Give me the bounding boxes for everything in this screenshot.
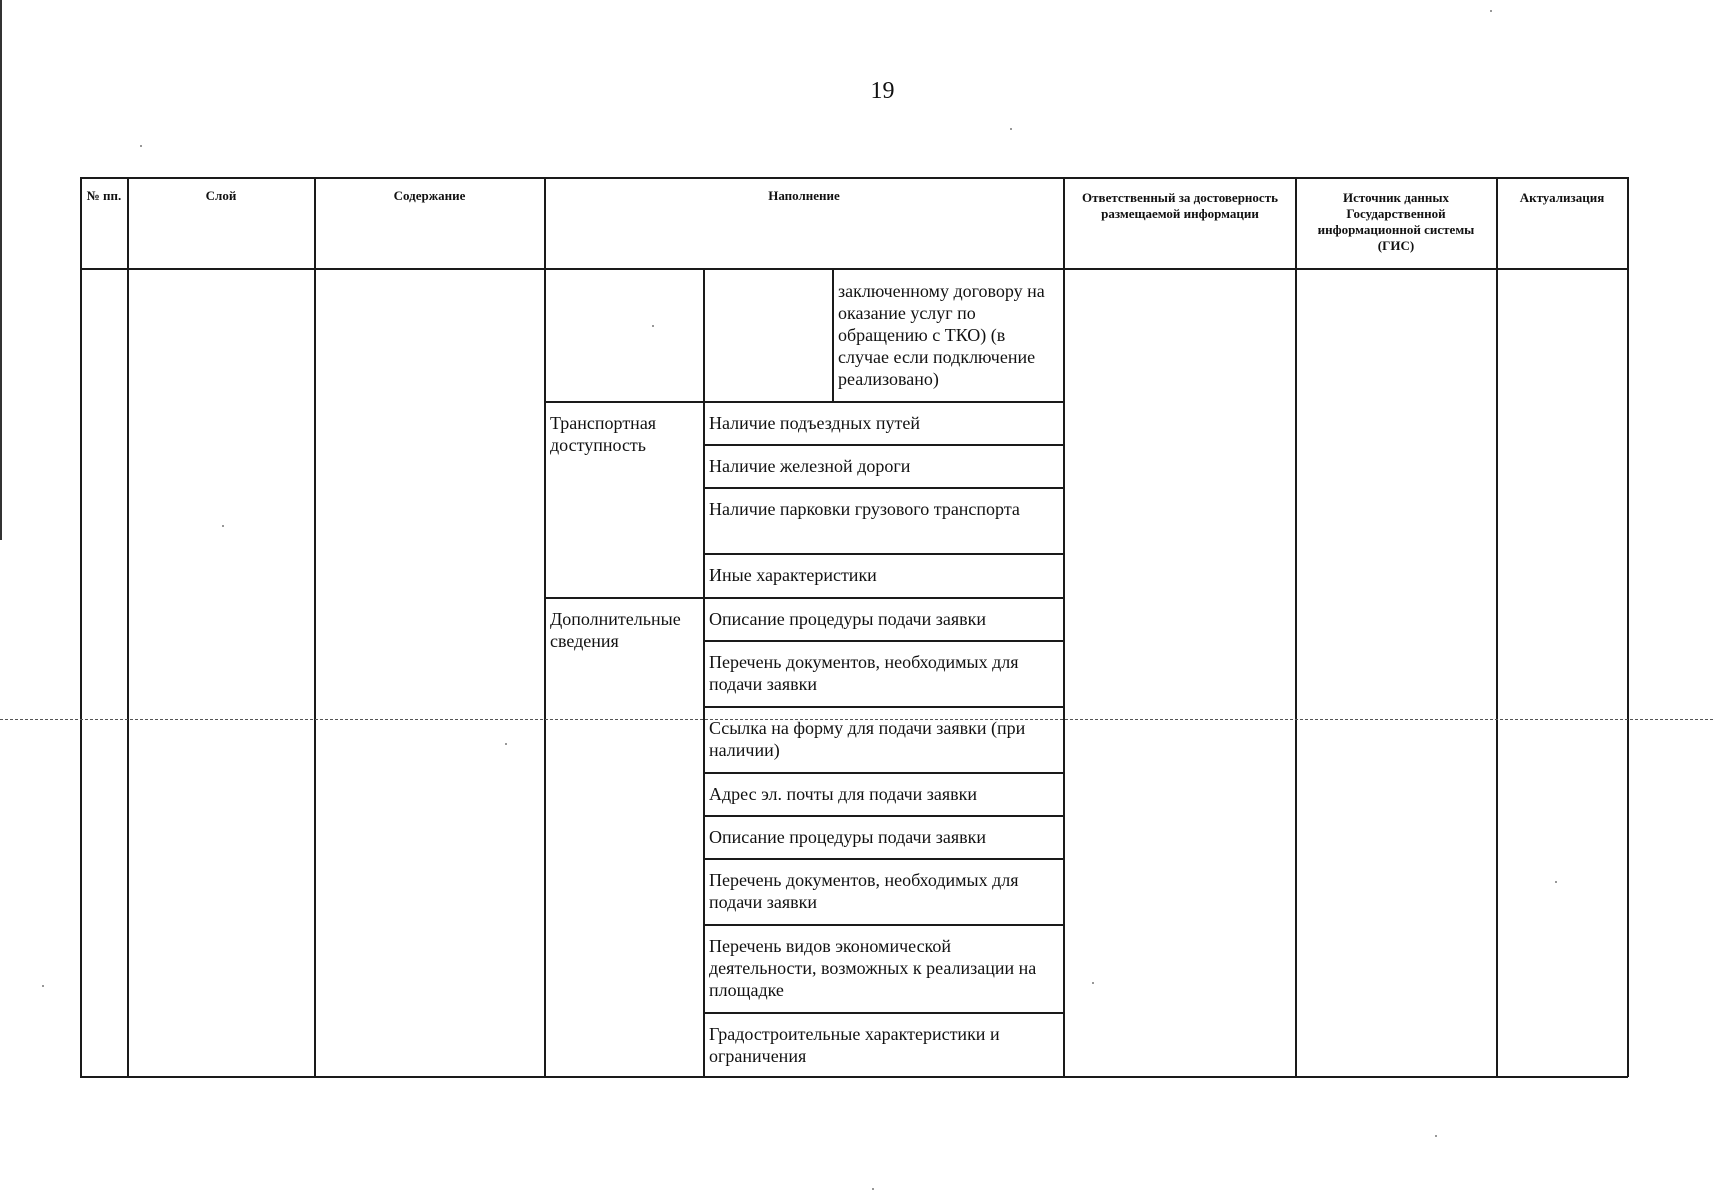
header-content: Содержание	[393, 188, 466, 203]
category-additional: Дополнительные сведения	[550, 609, 681, 651]
header-update: Актуализация	[1519, 190, 1605, 205]
row-divider	[703, 1012, 1064, 1014]
col-border-3	[544, 177, 546, 1077]
table-top-border	[80, 177, 1628, 179]
list-item: Иные характеристики	[709, 565, 877, 585]
header-num: № пп.	[86, 188, 122, 203]
scan-speck	[1435, 1135, 1437, 1137]
row-divider	[703, 487, 1064, 489]
row-divider	[544, 597, 1064, 599]
header-responsible: Ответственный за достоверность размещаемой информации	[1082, 190, 1278, 221]
col-border-0	[80, 177, 82, 1077]
list-item: Перечень видов экономической деятельности, возможных к реализации на площадке	[709, 936, 1037, 1000]
col-border-4	[1063, 177, 1065, 1077]
col-border-5	[1295, 177, 1297, 1077]
scan-speck	[652, 325, 654, 327]
scan-speck	[140, 145, 142, 147]
row-divider	[703, 444, 1064, 446]
header-bottom-border	[80, 268, 1628, 270]
list-item: Описание процедуры подачи заявки	[709, 827, 986, 847]
scan-speck	[1010, 128, 1012, 130]
table-bottom-border	[80, 1076, 1628, 1078]
col-border-2	[314, 177, 316, 1077]
scan-speck	[1555, 881, 1557, 883]
list-item: Адрес эл. почты для подачи заявки	[709, 784, 978, 804]
scan-speck	[872, 1188, 874, 1190]
subcol-border-item	[703, 268, 705, 1077]
scan-speck	[222, 525, 224, 527]
header-layer: Слой	[205, 188, 237, 203]
row-divider	[703, 924, 1064, 926]
row-divider	[703, 772, 1064, 774]
row-divider	[703, 815, 1064, 817]
page-number: 19	[870, 78, 895, 104]
list-item: Перечень документов, необходимых для подачи заявки	[709, 652, 1019, 694]
list-item: Наличие подъездных путей	[709, 413, 921, 433]
scan-speck	[1092, 982, 1094, 984]
col-border-1	[127, 177, 129, 1077]
category-transport: Транспортная доступность	[550, 413, 657, 455]
header-filling: Наполнение	[768, 188, 840, 203]
list-item: Перечень документов, необходимых для подачи заявки	[709, 870, 1019, 912]
row-divider	[703, 640, 1064, 642]
row-divider	[703, 553, 1064, 555]
scan-speck	[505, 743, 507, 745]
col-border-6	[1496, 177, 1498, 1077]
list-item: Наличие парковки грузового транспорта	[709, 499, 1020, 519]
list-item: Ссылка на форму для подачи заявки (при наличии)	[709, 718, 1026, 760]
scan-speck	[42, 985, 44, 987]
row-divider	[703, 858, 1064, 860]
list-item: Наличие железной дороги	[709, 456, 911, 476]
scan-speck	[1490, 10, 1492, 12]
row-divider	[703, 706, 1064, 708]
subcol-border-continuation	[832, 268, 834, 401]
header-source: Источник данных Государственной информационной системы (ГИС)	[1317, 190, 1475, 253]
continuation-text: заключенному договору на оказание услуг по обращению с ТКО) (в случае если подключение реализовано)	[838, 281, 1045, 389]
list-item: Описание процедуры подачи заявки	[709, 609, 986, 629]
row-divider	[544, 401, 1064, 403]
col-border-7	[1627, 177, 1629, 1077]
list-item: Градостроительные характеристики и ограничения	[709, 1024, 1000, 1066]
